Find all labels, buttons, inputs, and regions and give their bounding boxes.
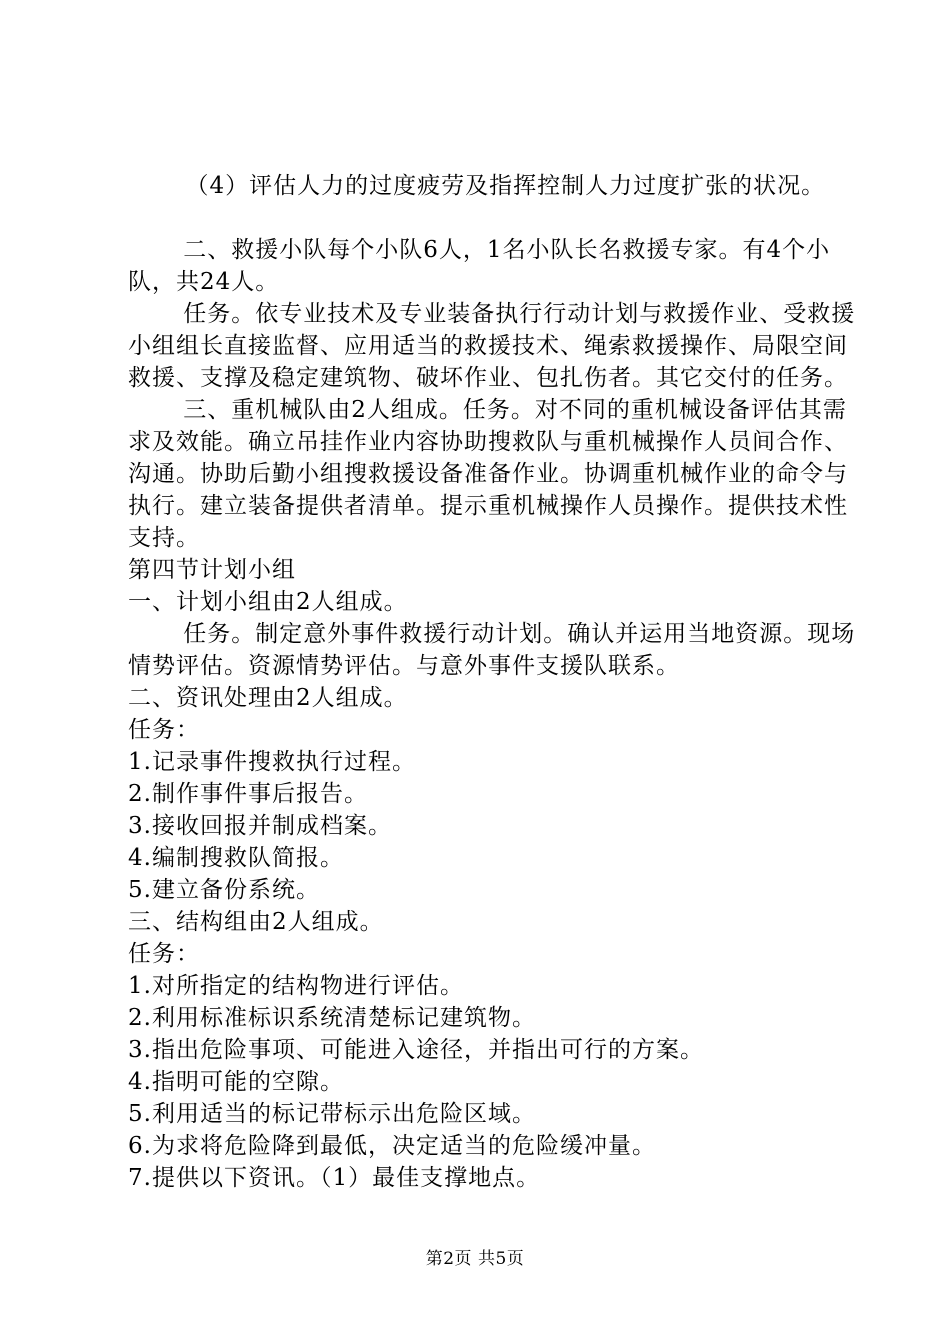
paragraph-heavy-machinery: 三、重机械队由2人组成。任务。对不同的重机械设备评估其需求及效能。确立吊挂作业内容协助搜救队与重机械操作人员间合作、沟通。协助后勤小组搜救援设备准备作业。协调重机械作业的命令与执行。建立装备提供者清单。提示重机械操作人员操作。提供技术性支持。 <box>128 397 848 551</box>
tasks-label: 任务： <box>128 717 200 743</box>
list-item: 2.利用标准标识系统清楚标记建筑物。 <box>128 1005 536 1031</box>
list-item: 2.制作事件事后报告。 <box>128 781 368 807</box>
list-item: 1.对所指定的结构物进行评估。 <box>128 973 464 999</box>
paragraph-rescue-squads: 二、救援小队每个小队6人，1名小队长名救援专家。有4个小队，共24人。 <box>128 237 831 295</box>
section-heading-planning: 第四节计划小组 <box>128 557 296 583</box>
paragraph-fatigue-assessment: （4）评估人力的过度疲劳及指挥控制人力过度扩张的状况。 <box>185 173 826 199</box>
paragraph-planning-tasks: 任务。制定意外事件救援行动计划。确认并运用当地资源。现场情势评估。资源情势评估。与意外事件支援队联系。 <box>128 621 856 679</box>
list-item: 4.指明可能的空隙。 <box>128 1069 344 1095</box>
paragraph-structure-team: 三、结构组由2人组成。 <box>128 909 384 935</box>
list-item: 5.建立备份系统。 <box>128 877 320 903</box>
paragraph-planning-team: 一、计划小组由2人组成。 <box>128 589 408 615</box>
paragraph-rescue-tasks: 任务。依专业技术及专业装备执行行动计划与救援作业、受救援小组组长直接监督、应用适当的救援技术、绳索救援操作、局限空间救援、支撑及稳定建筑物、破坏作业、包扎伤者。其它交付的任务。 <box>128 301 856 391</box>
page-footer: 第2页 共5页 <box>425 1249 525 1269</box>
body-text <box>128 170 858 1194</box>
list-item: 3.接收回报并制成档案。 <box>128 813 392 839</box>
list-item: 4.编制搜救队简报。 <box>128 845 344 871</box>
list-item: 3.指出危险事项、可能进入途径，并指出可行的方案。 <box>128 1037 704 1063</box>
list-item: 7.提供以下资讯。（1）最佳支撑地点。 <box>128 1165 541 1191</box>
list-item: 1.记录事件搜救执行过程。 <box>128 749 416 775</box>
list-item: 5.利用适当的标记带标示出危险区域。 <box>128 1101 536 1127</box>
tasks-label: 任务： <box>128 941 200 967</box>
list-item: 6.为求将危险降到最低，决定适当的危险缓冲量。 <box>128 1133 656 1159</box>
paragraph-info-processing: 二、资讯处理由2人组成。 <box>128 685 408 711</box>
